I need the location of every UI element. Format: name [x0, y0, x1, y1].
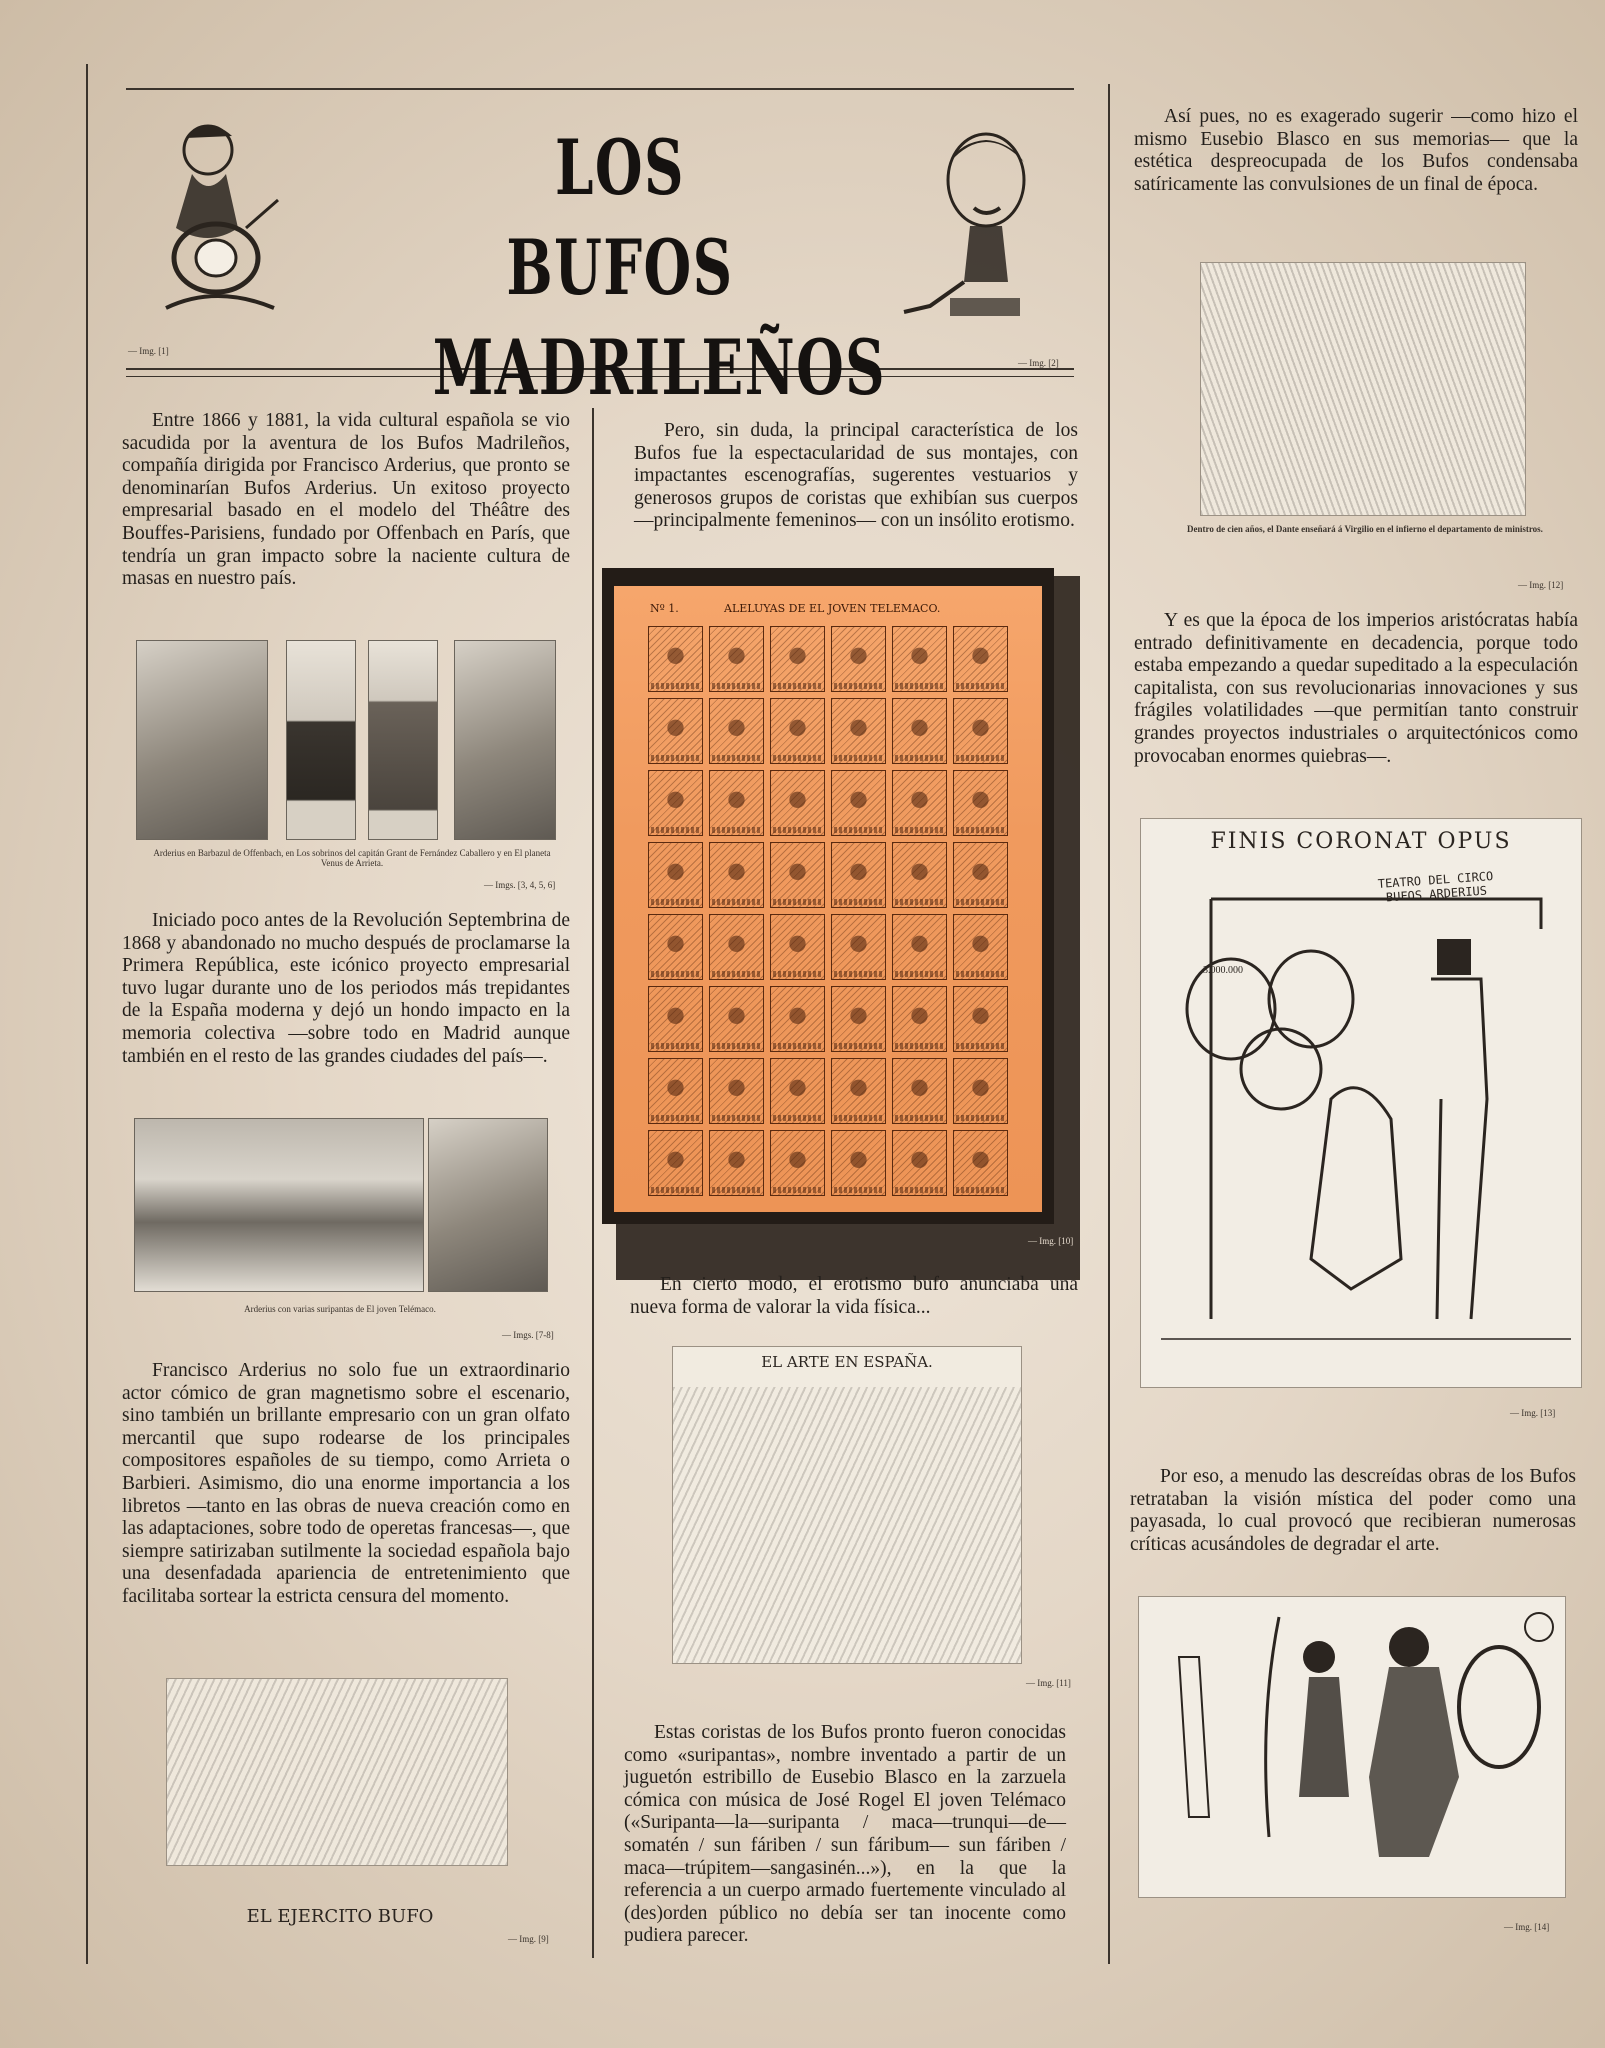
arte-espana-title: EL ARTE EN ESPAÑA. [761, 1353, 933, 1371]
illustration-ejercito-bufo [166, 1678, 508, 1866]
col3-paragraph-3: Por eso, a menudo las descreídas obras de los Bufos retrataban la visión mística del poder como una payasada, lo cual provocó que recibieran numerosas críticas acusándoles de degradar el arte. [1130, 1466, 1576, 1555]
img10-ref: — Img. [10] [1028, 1236, 1074, 1246]
caricature-right [890, 122, 1050, 334]
column-divider [592, 408, 594, 1958]
caption-imgs-3-6: Arderius en Barbazul de Offenbach, en Los sobrinos del capitán Grant de Fernández Caballero y en El planeta Venus de Arrieta. [153, 848, 551, 868]
img11-ref: — Img. [11] [1026, 1678, 1071, 1688]
photo-suripantas-group [134, 1118, 424, 1292]
imgs-3-6-ref: — Imgs. [3, 4, 5, 6] [484, 880, 556, 890]
imgs-7-8-ref: — Imgs. [7-8] [502, 1330, 554, 1340]
ejercito-bufo-title: EL EJERCITO BUFO [246, 1906, 434, 1927]
col1-paragraph-3: Francisco Arderius no solo fue un extraordinario actor cómico de gran magnetismo sobre el escenario, sino también un brillante empresario con un gran olfato mercantil que supo rodearse de los principales compositores españoles de su tiempo, como Arrieta o Barbieri. Asimismo, dio una enorme importancia a los libretos —tanto en las obras de nueva creación como en las adaptaciones, sobre todo de operetas francesas—, que siempre satirizaban sutilmente la sociedad española bajo una desenfadada apariencia de entretenimiento que facilitaba sortear la estricta censura del momento. [122, 1360, 570, 1607]
finis-coronat-title: FINIS CORONAT OPUS [1210, 829, 1512, 854]
col2-paragraph-2: En cierto modo, el erotismo bufo anunciaba una nueva forma de valorar la vida física... [630, 1274, 1078, 1318]
illustration-dante-virgilio [1200, 262, 1526, 516]
img9-ref: — Img. [9] [508, 1934, 549, 1944]
top-rule [126, 88, 1074, 90]
col1-paragraph-1: Entre 1866 y 1881, la vida cultural española se vio sacudida por la aventura de los Bufos Madrileños, compañía dirigida por Francisco Arderius, que pronto se denominarían Bufos Arderius. Un exitoso proyecto empresarial basado en el modelo del Théâtre des Bouffes-Parisiens, fundado por Offenbach en París, que tendría un gran impacto sobre la naciente cultura de masas en nuestro país. [122, 410, 570, 590]
photo-arderius-suripanta [428, 1118, 548, 1292]
page-title: LOS BUFOS MADRILEÑOS [432, 123, 887, 412]
left-border [86, 64, 88, 1964]
img2-ref: — Img. [2] [1018, 358, 1059, 368]
illustration-arte-espana [672, 1346, 1022, 1664]
img1-ref: — Img. [1] [128, 346, 169, 356]
img14-ref: — Img. [14] [1504, 1922, 1550, 1932]
aleluyas-sheet [614, 586, 1042, 1212]
photo-arderius-barbazul [136, 640, 268, 840]
photo-arderius-grant-1 [286, 640, 356, 840]
illustration-finis-coronat-opus [1140, 818, 1582, 1388]
money-bag-label: 3.000.000 [1203, 965, 1243, 976]
img13-ref: — Img. [13] [1510, 1408, 1556, 1418]
col2-paragraph-3: Estas coristas de los Bufos pronto fueron conocidas como «suripantas», nombre inventado a partir de un juguetón estribillo de Eusebio Blasco en la zarzuela cómica con música de José Rogel El joven Telémaco («Suripanta—la—suripanta / maca—trunqui—de—somatén / sun fáriben / sun fáribum— sun fáriben / maca—trúpitem—sangasinén...»), en la que la referencia a un cuerpo armado fuertemente vinculado al (des)orden público no debía ser tan inocente como pudiera parecer. [624, 1722, 1066, 1947]
teatro-sign: TEATRO DEL CIRCO BUFOS ARDERIUS [1377, 869, 1494, 905]
photo-arderius-venus [454, 640, 556, 840]
col2-paragraph-1: Pero, sin duda, la principal característica de los Bufos fue la espectacularidad de sus montajes, con impactantes escenografías, sugerentes vestuarios y generosos grupos de coristas que exhibían sus cuerpos —principalmente femeninos— con un insólito erotismo. [634, 420, 1078, 532]
col3-paragraph-1: Así pues, no es exagerado sugerir —como hizo el mismo Eusebio Blasco en sus memorias— que la estética despreocupada de los Bufos condensaba satíricamente las convulsiones de un final de época. [1134, 106, 1578, 195]
illustration-caricature-armored [1138, 1596, 1566, 1898]
right-border-mid [1108, 84, 1110, 1964]
caricature-left [146, 108, 286, 320]
aleluyas-grid [648, 626, 1008, 1196]
caption-imgs-7-8: Arderius con varias suripantas de El joven Telémaco. [244, 1304, 436, 1314]
col1-paragraph-2: Iniciado poco antes de la Revolución Septembrina de 1868 y abandonado no mucho después de proclamarse la Primera República, este icónico proyecto empresarial tuvo lugar durante uno de los periodos más trepidantes de la España moderna y dejó un hondo impacto en la memoria colectiva —sobre todo en Madrid aunque también en el resto de las grandes ciudades del país—. [122, 910, 570, 1067]
img12-ref: — Img. [12] [1518, 580, 1564, 590]
caption-img12: Dentro de cien años, el Dante enseñará á Virgilio en el infierno el departamento de ministros. [1187, 524, 1543, 534]
col3-paragraph-2: Y es que la época de los imperios aristócratas había entrado definitivamente en decadencia, porque todo estaba empezando a quedar supeditado a la especulación capitalista, con sus revolucionarias innovaciones y sus frágiles volatilidades —que permitían tanto construir grandes proyectos industriales o arquitectónicos como provocaban enormes quiebras—. [1134, 610, 1578, 767]
sheet-title: ALELUYAS DE EL JOVEN TELEMACO. [724, 602, 941, 615]
photo-arderius-grant-2 [368, 640, 438, 840]
sheet-number: Nº 1. [650, 602, 679, 615]
